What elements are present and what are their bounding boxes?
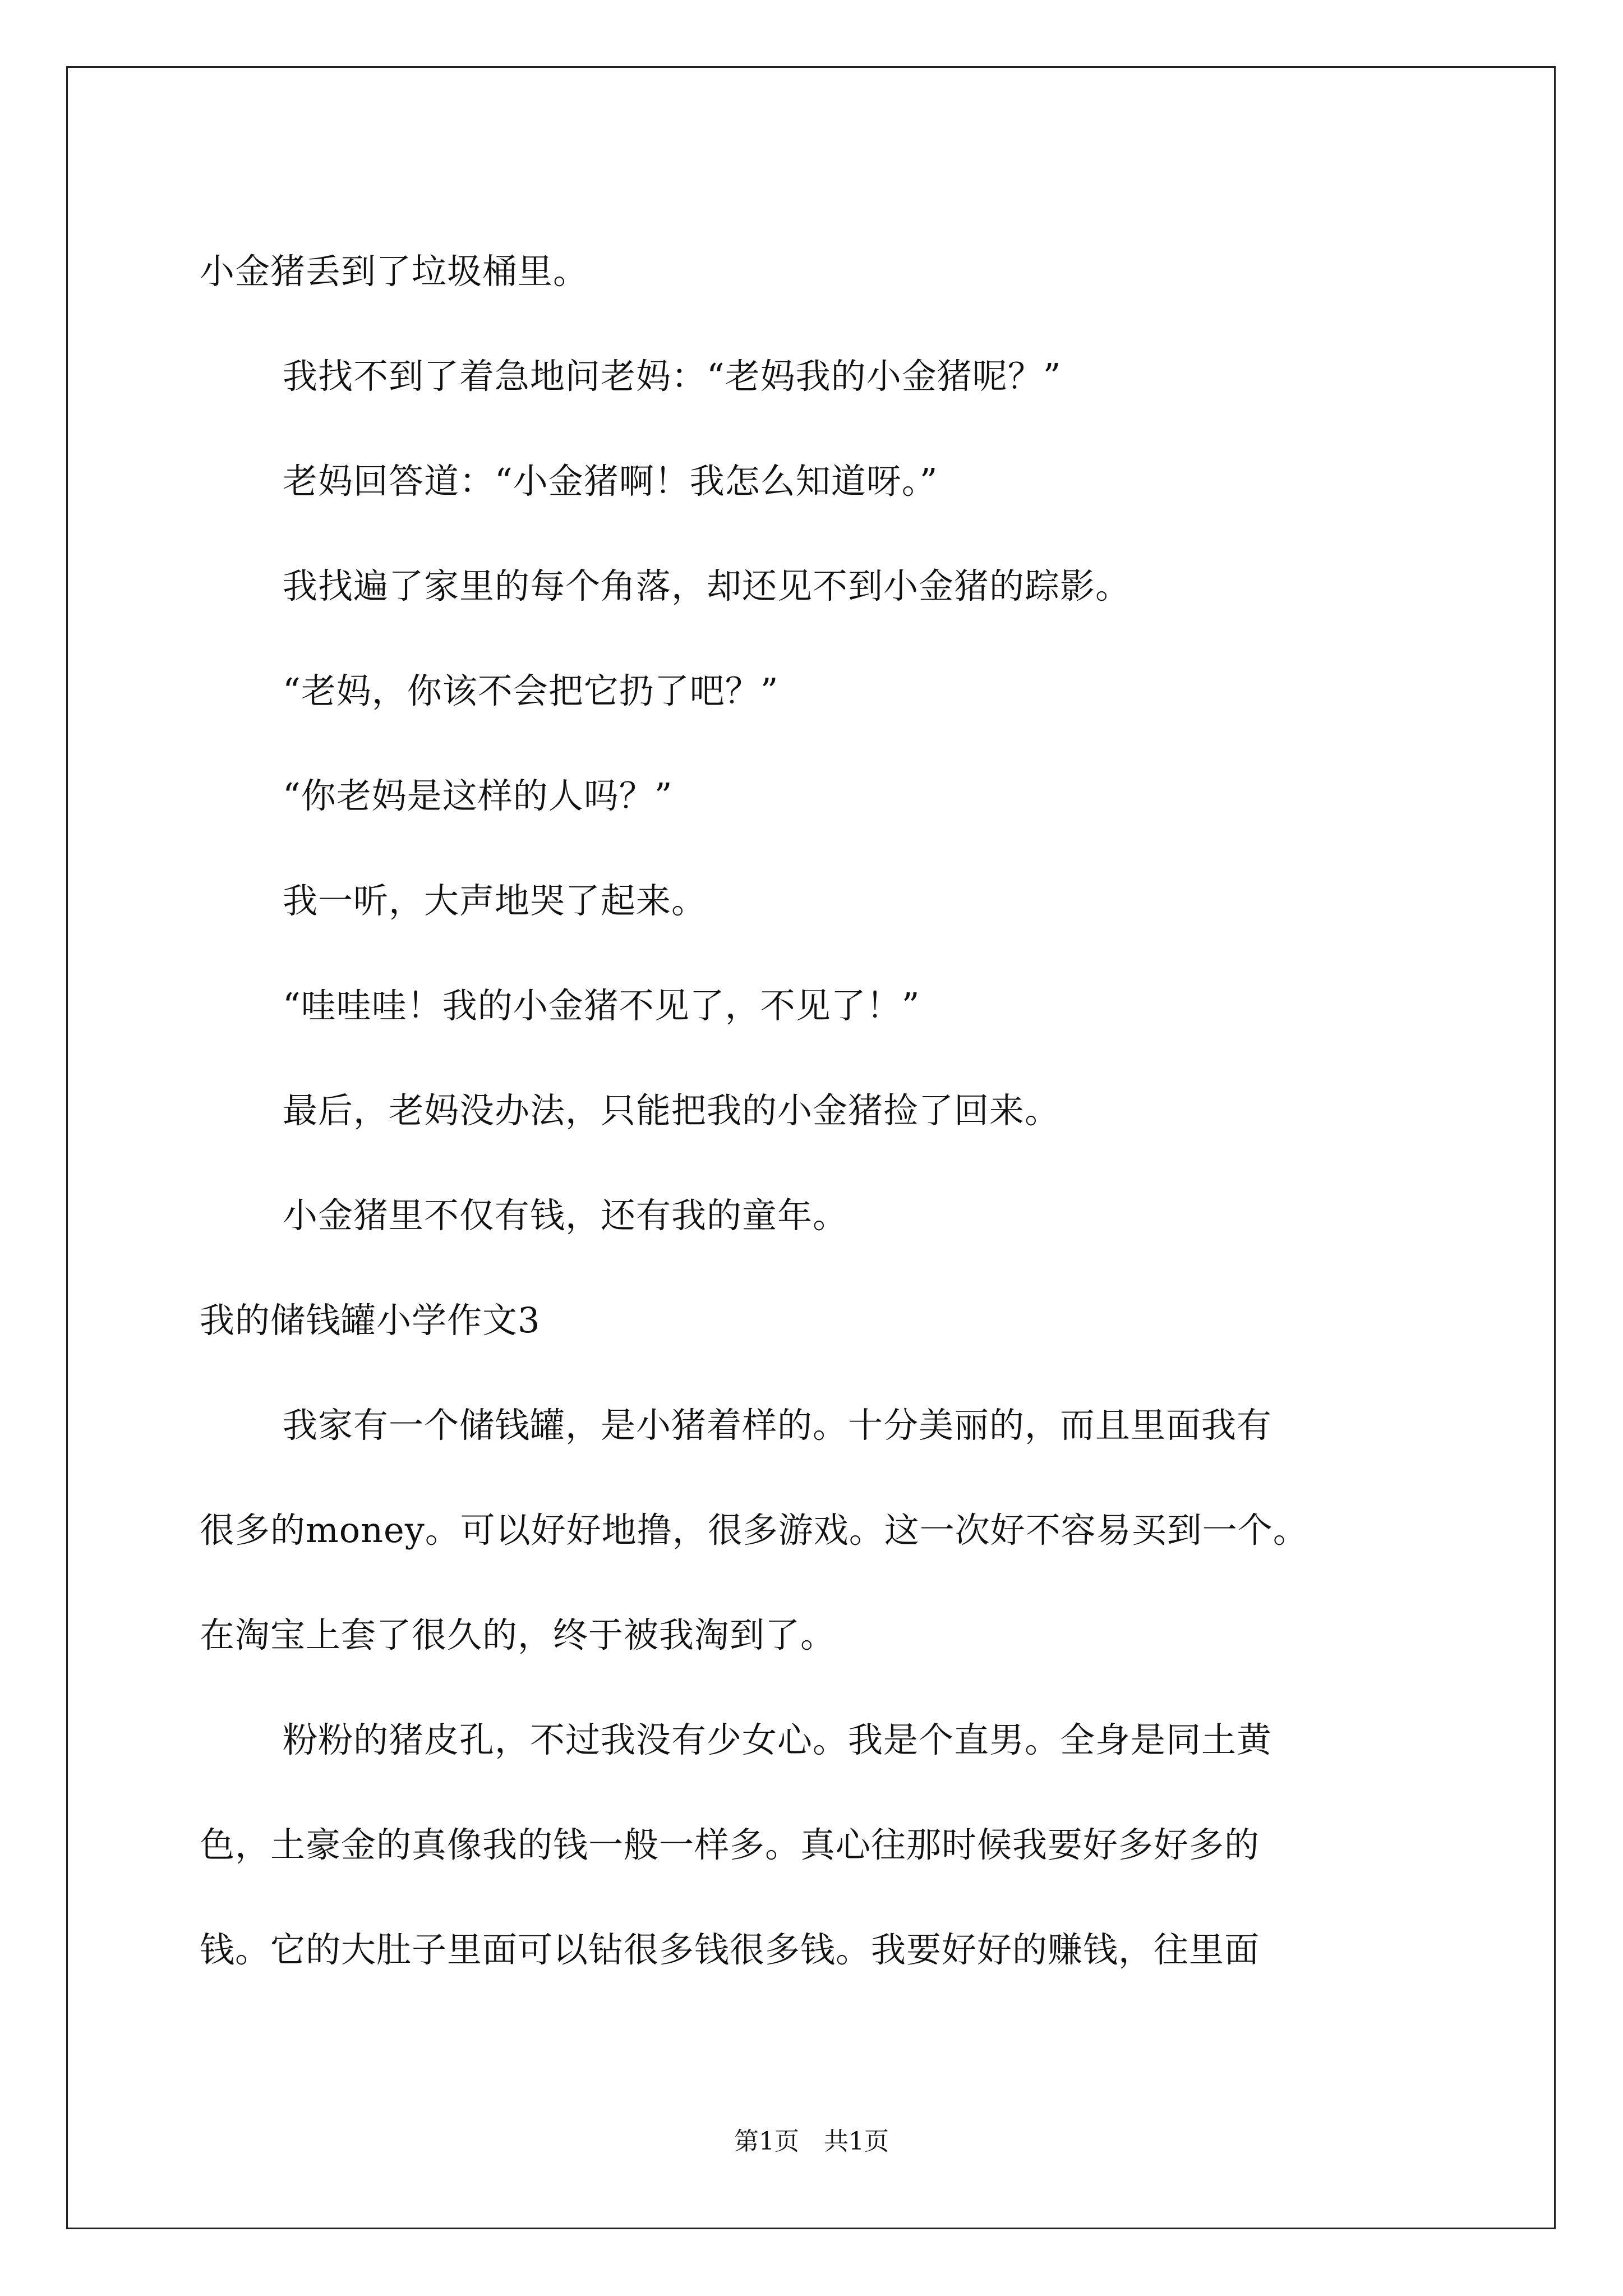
paragraph: 我一听，大声地哭了起来。 <box>283 880 707 921</box>
section-heading: 我的储钱罐小学作文3 <box>200 1300 541 1341</box>
paragraph: 老妈回答道：“小金猪啊！我怎么知道呀。” <box>283 461 938 501</box>
paragraph: 小金猪里不仅有钱，还有我的童年。 <box>283 1195 849 1236</box>
paragraph: 最后，老妈没办法，只能把我的小金猪捡了回来。 <box>283 1090 1061 1131</box>
paragraph-continuation: 钱。它的大肚子里面可以钻很多钱很多钱。我要好好的赚钱，往里面 <box>200 1929 1260 1970</box>
paragraph: 我找遍了家里的每个角落，却还见不到小金猪的踪影。 <box>283 565 1131 606</box>
paragraph: “哇哇哇！我的小金猪不见了，不见了！” <box>283 985 920 1026</box>
paragraph: 我找不到了着急地问老妈：“老妈我的小金猪呢？” <box>283 356 1062 397</box>
document-body <box>200 219 1461 2002</box>
paragraph: 小金猪丢到了垃圾桶里。 <box>200 251 589 292</box>
paragraph: 粉粉的猪皮孔，不过我没有少女心。我是个直男。全身是同土黄 <box>283 1719 1272 1760</box>
paragraph-continuation: 在淘宝上套了很久的，终于被我淘到了。 <box>200 1614 836 1655</box>
paragraph: “老妈，你该不会把它扔了吧？” <box>283 670 779 711</box>
paragraph: “你老妈是这样的人吗？” <box>283 775 673 816</box>
paragraph-continuation: 色，土豪金的真像我的钱一般一样多。真心往那时候我要好多好多的 <box>200 1824 1260 1865</box>
paragraph-continuation: 很多的money。可以好好地撸，很多游戏。这一次好不容易买到一个。 <box>200 1510 1308 1550</box>
page-number-footer: 第1页 共1页 <box>734 2127 889 2156</box>
paragraph: 我家有一个储钱罐，是小猪着样的。十分美丽的，而且里面我有 <box>283 1405 1272 1446</box>
